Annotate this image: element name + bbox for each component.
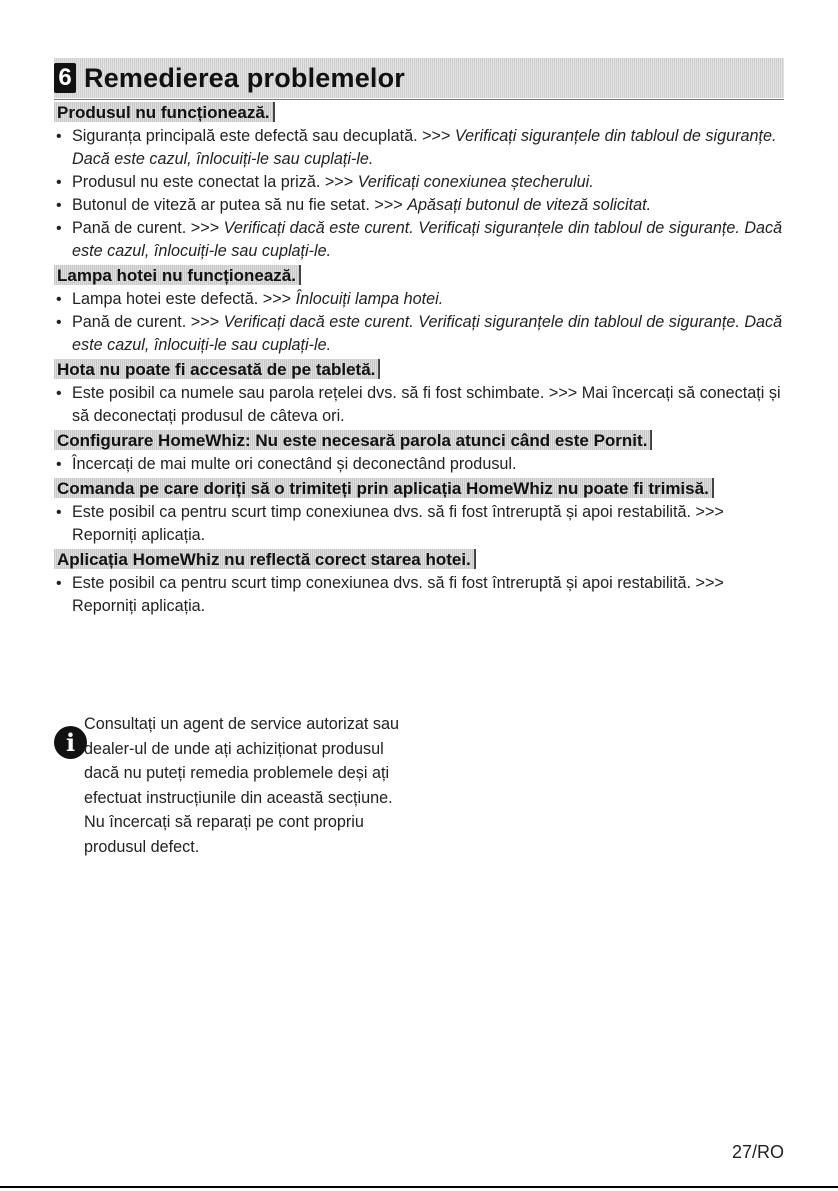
section-number-badge: 6: [54, 63, 76, 93]
section-header: [54, 58, 784, 98]
problem-block: [54, 263, 784, 357]
cause-text: Siguranța principală este defectă sau decuplată. >>>: [72, 127, 455, 145]
problem-heading: Comanda pe care doriți să o trimiteți prin aplicația HomeWhiz nu poate fi trimisă.: [54, 478, 714, 498]
page-number: 27/RO: [731, 1142, 784, 1162]
problem-heading: Aplicația HomeWhiz nu reflectă corect starea hotei.: [54, 549, 476, 569]
list-item: [54, 288, 784, 311]
list-item: [54, 217, 784, 263]
problem-heading: Configurare HomeWhiz: Nu este necesară parola atunci când este Pornit.: [54, 430, 652, 450]
remedy-text: Verificați siguranțele din tabloul de siguranțe. Dacă este cazul, înlocuiți-le sau cuplați-le.: [72, 127, 777, 168]
list-item: [54, 382, 784, 428]
remedy-text: Verificați dacă este curent. Verificați siguranțele din tabloul de siguranțe. Dacă este cazul, înlocuiți-le sau cuplați-le.: [72, 219, 783, 260]
problem-block: [54, 357, 784, 428]
problem-block: [54, 428, 784, 476]
info-icon: i: [54, 726, 87, 759]
footer-rule: [0, 1186, 838, 1188]
list-item: [54, 572, 784, 618]
remedy-text: Verificați conexiunea ștecherului.: [357, 173, 594, 191]
cause-text: Încercați de mai multe ori conectând și deconectând produsul.: [72, 455, 517, 473]
list-item: [54, 453, 784, 476]
cause-text: Pană de curent. >>>: [72, 219, 224, 237]
problem-block: [54, 476, 784, 547]
list-item: [54, 125, 784, 171]
info-note-text: Consultați un agent de service autorizat sau dealer-ul de unde ați achiziționat produsul dacă nu puteți remedia problemele deși ați efectuat instrucțiunile din această secțiune. Nu încercați să reparați pe cont propriu produsul defect.: [84, 715, 399, 856]
list-item: [54, 501, 784, 547]
cause-text: Lampa hotei este defectă. >>>: [72, 290, 296, 308]
list-item: [54, 311, 784, 357]
problem-heading: Hota nu poate fi accesată de pe tabletă.: [54, 359, 380, 379]
list-item: [54, 194, 784, 217]
remedy-text: Apăsați butonul de viteză solicitat.: [407, 196, 652, 214]
remedy-text: Înlocuiți lampa hotei.: [295, 290, 444, 308]
section-title: Remedierea problemelor: [84, 63, 406, 93]
problem-heading: Produsul nu funcționează.: [54, 102, 275, 122]
remedy-text: Verificați dacă este curent. Verificați siguranțele din tabloul de siguranțe. Dacă este cazul, înlocuiți-le sau cuplați-le.: [72, 313, 783, 354]
cause-text: Este posibil ca pentru scurt timp conexiunea dvs. să fi fost întreruptă și apoi restabilită. >>> Reporniți aplicația.: [72, 574, 724, 615]
cause-text: Butonul de viteză ar putea să nu fie setat. >>>: [72, 196, 408, 214]
cause-text: Este posibil ca numele sau parola rețelei dvs. să fi fost schimbate. >>> Mai încercați să conectați și să deconectați produsul de câteva ori.: [72, 384, 781, 425]
problem-block: [54, 547, 784, 618]
problem-block: [54, 100, 784, 263]
cause-text: Produsul nu este conectat la priză. >>>: [72, 173, 358, 191]
list-item: [54, 171, 784, 194]
cause-text: Este posibil ca pentru scurt timp conexiunea dvs. să fi fost întreruptă și apoi restabilită. >>> Reporniți aplicația.: [72, 503, 724, 544]
problem-heading: Lampa hotei nu funcționează.: [54, 265, 301, 285]
troubleshooting-content: [54, 100, 784, 618]
cause-text: Pană de curent. >>>: [72, 313, 224, 331]
